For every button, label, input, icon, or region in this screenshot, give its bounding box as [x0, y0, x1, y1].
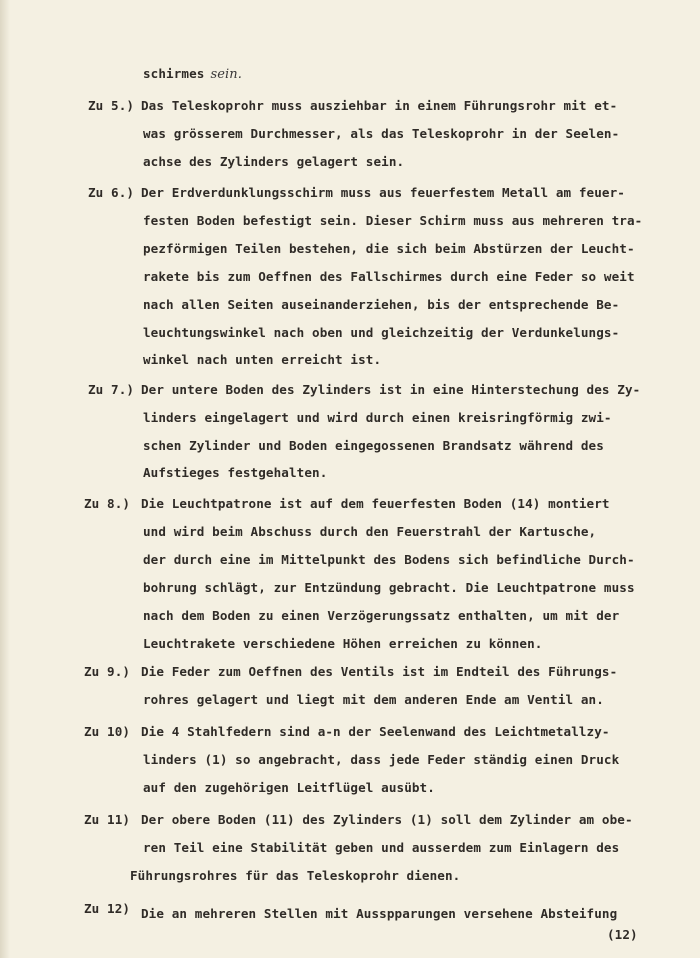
- section-12-line-1: Die an mehreren Stellen mit Ausspparungen versehene Absteifung: [141, 906, 618, 921]
- section-8-line-6: Leuchtrakete verschiedene Höhen erreichen zu können.: [143, 636, 543, 651]
- section-marker-11: Zu 11): [84, 812, 131, 827]
- section-6-line-6: leuchtungswinkel nach oben und gleichzeitig der Verdunkelungs-: [143, 325, 620, 340]
- section-marker-5: Zu 5.): [88, 98, 135, 113]
- section-marker-6: Zu 6.): [88, 185, 135, 200]
- section-9-line-1: Die Feder zum Oeffnen des Ventils ist im Endteil des Führungs-: [141, 664, 618, 679]
- section-5-line-3: achse des Zylinders gelagert sein.: [143, 154, 405, 169]
- section-6-line-5: nach allen Seiten auseinanderziehen, bis der entsprechende Be-: [143, 297, 620, 312]
- section-6-line-7: winkel nach unten erreicht ist.: [143, 352, 382, 367]
- section-7-line-1: Der untere Boden des Zylinders ist in eine Hinterstechung des Zy-: [141, 382, 641, 397]
- section-8-line-5: nach dem Boden zu einen Verzögerungssatz enthalten, um mit der: [143, 608, 620, 623]
- section-10-line-1: Die 4 Stahlfedern sind a-n der Seelenwand des Leichtmetallzy-: [141, 724, 610, 739]
- section-marker-7: Zu 7.): [88, 382, 135, 397]
- section-10-line-2: linders (1) so angebracht, dass jede Feder ständig einen Druck: [143, 752, 620, 767]
- handwritten-correction: sein.: [210, 67, 242, 82]
- section-8-line-4: bohrung schlägt, zur Entzündung gebracht. Die Leuchtpatrone muss: [143, 580, 635, 595]
- section-6-line-1: Der Erdverdunklungsschirm muss aus feuerfestem Metall am feuer-: [141, 185, 625, 200]
- section-9-line-2: rohres gelagert und liegt mit dem anderen Ende am Ventil an.: [143, 692, 604, 707]
- section-marker-10: Zu 10): [84, 724, 131, 739]
- section-8-line-2: und wird beim Abschuss durch den Feuerstrahl der Kartusche,: [143, 524, 597, 539]
- section-11-line-2: ren Teil eine Stabilität geben und ausserdem zum Einlagern des: [143, 840, 620, 855]
- section-10-line-3: auf den zugehörigen Leitflügel ausübt.: [143, 780, 435, 795]
- section-7-line-3: schen Zylinder und Boden eingegossenen Brandsatz während des: [143, 438, 604, 453]
- section-marker-12: Zu 12): [84, 901, 131, 916]
- section-5-line-1: Das Teleskoprohr muss ausziehbar in einem Führungsrohr mit et-: [141, 98, 618, 113]
- page-edge-shadow: [0, 0, 10, 958]
- section-11-line-3: Führungsrohres für das Teleskoprohr dienen.: [130, 868, 461, 883]
- section-8-line-3: der durch eine im Mittelpunkt des Bodens sich befindliche Durch-: [143, 552, 635, 567]
- section-7-line-2: linders eingelagert und wird durch einen kreisringförmig zwi-: [143, 410, 612, 425]
- section-6-line-3: pezförmigen Teilen bestehen, die sich beim Abstürzen der Leucht-: [143, 241, 635, 256]
- section-marker-8: Zu 8.): [84, 496, 131, 511]
- section-5-line-2: was grösserem Durchmesser, als das Teleskoprohr in der Seelen-: [143, 126, 620, 141]
- intro-line: [143, 66, 242, 82]
- intro-typed: schirmes: [143, 66, 205, 81]
- page-number: (12): [607, 927, 638, 942]
- section-8-line-1: Die Leuchtpatrone ist auf dem feuerfesten Boden (14) montiert: [141, 496, 610, 511]
- section-6-line-2: festen Boden befestigt sein. Dieser Schirm muss aus mehreren tra-: [143, 213, 643, 228]
- section-7-line-4: Aufstieges festgehalten.: [143, 465, 328, 480]
- section-6-line-4: rakete bis zum Oeffnen des Fallschirmes durch eine Feder so weit: [143, 269, 635, 284]
- section-marker-9: Zu 9.): [84, 664, 131, 679]
- section-11-line-1: Der obere Boden (11) des Zylinders (1) soll dem Zylinder am obe-: [141, 812, 633, 827]
